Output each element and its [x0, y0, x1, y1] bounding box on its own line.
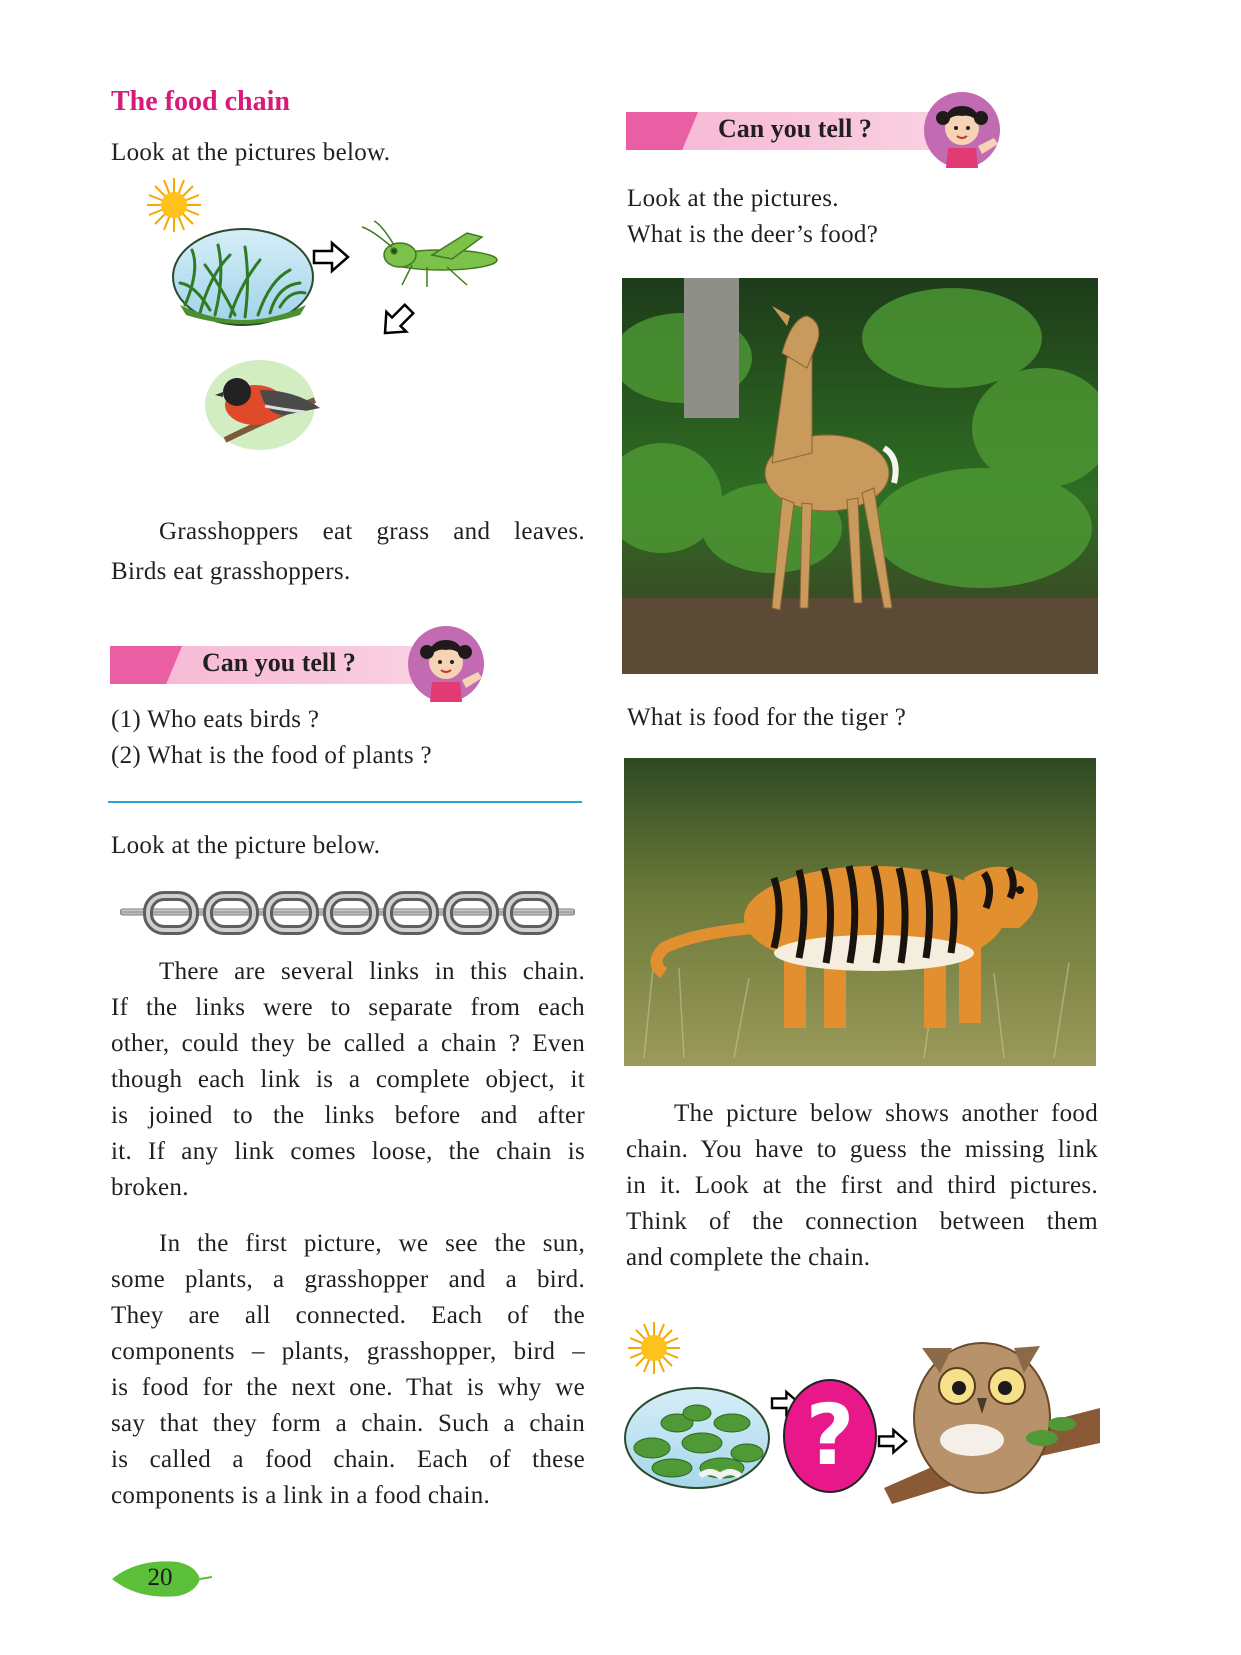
- chain-paragraph: [111, 954, 585, 1206]
- text-line: chain. You have to guess the missing link: [626, 1136, 1098, 1163]
- question-2: (2) What is the food of plants ?: [111, 742, 432, 769]
- text-line: They are all connected. Each of the: [111, 1302, 585, 1329]
- banner-label: Can you tell ?: [718, 114, 872, 143]
- bird-picture: [205, 360, 320, 450]
- text-line: Think of the connection between them: [626, 1208, 1098, 1235]
- text-line: other, could they be called a chain ? Even: [111, 1030, 585, 1057]
- text-line: If the links were to separate from each: [111, 994, 585, 1021]
- text-line: is joined to the links before and after: [111, 1102, 585, 1129]
- text-line: There are several links in this chain.: [159, 958, 585, 985]
- birds-text: Birds eat grasshoppers.: [111, 558, 351, 585]
- sun-icon: [147, 178, 201, 232]
- text-line: The picture below shows another food: [674, 1100, 1098, 1127]
- text-line: though each link is a complete object, it: [111, 1066, 585, 1093]
- text-line: components – plants, grasshopper, bird –: [111, 1338, 585, 1365]
- arrow-down-left-icon: [375, 299, 419, 343]
- question-mark-icon: [784, 1380, 876, 1492]
- food-chain-illustration: [140, 175, 560, 495]
- page-number: 20: [147, 1564, 173, 1591]
- owl-picture: [884, 1343, 1100, 1504]
- grasshopper-text: [111, 514, 585, 550]
- text-line: broken.: [111, 1174, 189, 1201]
- chain-intro-text: Look at the picture below.: [111, 832, 381, 859]
- text-line: is called a food chain. Each of these: [111, 1446, 585, 1473]
- text-line: and complete the chain.: [626, 1244, 871, 1271]
- deer-text-1: Look at the pictures.: [627, 185, 839, 212]
- deer-photo: [622, 278, 1098, 674]
- banner-label: Can you tell ?: [202, 648, 356, 677]
- text-line: is food for the next one. That is why we: [111, 1374, 585, 1401]
- text-line: In the first picture, we see the sun,: [159, 1230, 585, 1257]
- sun-icon: [628, 1322, 680, 1374]
- text-line: say that they form a chain. Such a chain: [111, 1410, 585, 1437]
- intro-text: Look at the pictures below.: [111, 139, 391, 166]
- chain-icon: [120, 888, 575, 938]
- text-line: some plants, a grasshopper and a bird.: [111, 1266, 585, 1293]
- arrow-right-icon: [314, 243, 348, 271]
- question-mark-text: ?: [805, 1386, 855, 1484]
- girl-avatar-icon: [406, 622, 490, 708]
- can-you-tell-banner-right: [626, 88, 1006, 178]
- missing-link-paragraph: [626, 1096, 1098, 1276]
- page-number-badge: [108, 1558, 212, 1600]
- text-line: in it. Look at the first and third pictures.: [626, 1172, 1098, 1199]
- missing-link-illustration: [622, 1318, 1100, 1504]
- plant-picture: [625, 1388, 769, 1488]
- grass-picture: [173, 229, 313, 325]
- grasshopper-picture: [362, 221, 497, 287]
- food-chain-paragraph: [111, 1226, 585, 1514]
- tiger-question: What is food for the tiger ?: [627, 704, 907, 731]
- can-you-tell-banner-left: [110, 622, 490, 712]
- question-1: (1) Who eats birds ?: [111, 706, 320, 733]
- girl-avatar-icon: [922, 88, 1006, 174]
- deer-text-2: What is the deer’s food?: [627, 221, 879, 248]
- tiger-photo: [624, 758, 1096, 1066]
- text-line: it. If any link comes loose, the chain is: [111, 1138, 585, 1165]
- section-heading: The food chain: [111, 86, 290, 117]
- text-line: components is a link in a food chain.: [111, 1482, 491, 1509]
- arrow-right-icon: [879, 1430, 906, 1452]
- text-line: Grasshoppers eat grass and leaves.: [159, 518, 585, 545]
- section-divider: [108, 801, 582, 803]
